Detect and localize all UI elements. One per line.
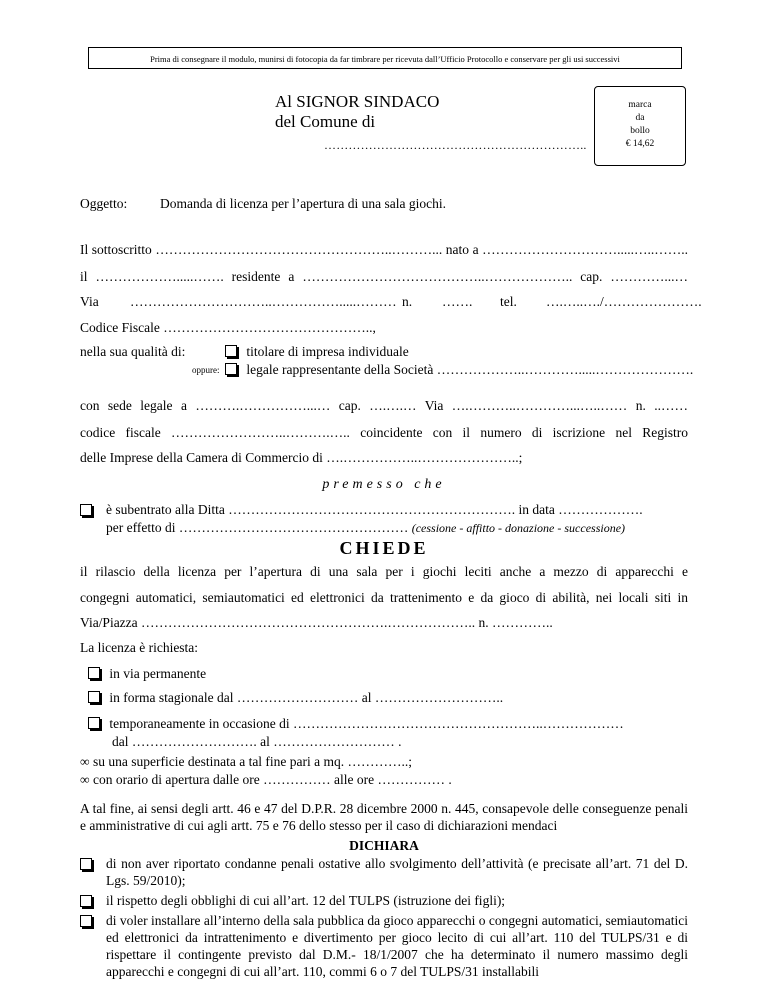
checkbox[interactable] <box>88 717 100 729</box>
option-stagionale[interactable] <box>88 690 503 706</box>
rilascio-line2: congegni automatici, semiautomatici ed elettronici da trattenimento e da gioco di abilità, nei locali siti in <box>80 590 688 605</box>
chiede-heading: CHIEDE <box>339 538 429 558</box>
effetto-options: (cessione - affitto - donazione - successione) <box>411 521 626 535</box>
tel-label: tel. <box>500 294 517 309</box>
qualita-label: nella sua qualità di: <box>80 344 186 359</box>
option-permanente-label: in via permanente <box>109 666 207 681</box>
checkbox[interactable] <box>225 345 237 357</box>
stamp-line: marca <box>628 100 652 110</box>
checkbox[interactable] <box>80 895 92 907</box>
oppure-label: oppure: <box>192 365 220 375</box>
option-temporanea-label: temporaneamente in occasione di ………………………………………………..……………… <box>109 716 624 731</box>
dich-checkbox-1[interactable] <box>80 857 98 873</box>
nato-il-line[interactable]: il ……………….....……. residente a …………………………………..……………….. cap. …………...… <box>80 269 688 284</box>
oggetto-label: Oggetto: <box>80 196 128 211</box>
checkbox[interactable] <box>80 858 92 870</box>
rilascio-line3[interactable]: Via/Piazza ……………………………………………….……………….. n. ………….. <box>80 615 553 630</box>
orario-line[interactable]: ∞ con orario di apertura dalle ore …………… alle ore …………… . <box>80 772 452 787</box>
checkbox[interactable] <box>88 691 100 703</box>
registro-line[interactable]: delle Imprese della Camera di Commercio di ….……………..…………………..; <box>80 450 523 465</box>
option-stagionale-label: in forma stagionale dal ……………………… al ……………………….. <box>109 690 504 705</box>
subentrato-checkbox[interactable] <box>80 503 98 519</box>
codice-fiscale-line[interactable]: Codice Fiscale ……………………………………….., <box>80 320 376 335</box>
via-label: Via <box>80 294 99 309</box>
addressee-line2: del Comune di <box>275 112 376 131</box>
superficie-line[interactable]: ∞ su una superficie destinata a tal fine pari a mq. …………..; <box>80 754 413 769</box>
effetto-field[interactable]: per effetto di …………………………………………… <box>106 520 409 535</box>
notice-box: Prima di consegnare il modulo, munirsi di fotocopia da far timbrare per ricevuta dall’Ufficio Protocollo e conservare per gli usi successivi <box>88 47 682 69</box>
subentrato-line1[interactable]: è subentrato alla Ditta ………………………………………………………. in data ………………. <box>106 502 643 517</box>
addressee-line1: Al SIGNOR SINDACO <box>275 92 440 111</box>
option-titolare[interactable] <box>225 344 409 360</box>
subentrato-line2[interactable] <box>106 520 625 536</box>
option-legale-label: legale rappresentante della Società ………………..………….....…………………. <box>246 362 694 377</box>
option-legale[interactable] <box>225 362 693 378</box>
dich-item-3: di voler installare all’interno della sala pubblica da gioco apparecchi o congegni automatici, semiautomatici ed elettronici da intrattenimento e divertimento per gioco lecito di cui all’art. 110 del TULPS/31 e di rispettare il contingente previsto dal D.M.- 18/1/2007 che ha determinato il numero massimo degli apparecchi e congegni di cui all’art. 110, commi 6 o 7 del TULPS/31 installabili <box>106 913 688 979</box>
dich-item-2: il rispetto degli obblighi di cui all’art. 12 del TULPS (istruzione dei figli); <box>106 893 506 908</box>
dich-checkbox-2[interactable] <box>80 894 98 910</box>
oggetto-text: Domanda di licenza per l’apertura di una sala giochi. <box>160 196 447 211</box>
revenue-stamp-box <box>594 86 686 166</box>
dich-item-1: di non aver riportato condanne penali ostative allo svolgimento dell’attività (e precisate all’art. 71 del D. Lgs. 59/2010); <box>106 856 688 888</box>
dichiara-heading: DICHIARA <box>349 838 419 853</box>
via-field[interactable]: …………………………..…………….....……… <box>130 294 397 309</box>
premesso-heading: premesso che <box>322 477 446 492</box>
checkbox[interactable] <box>80 504 92 516</box>
checkbox[interactable] <box>88 667 100 679</box>
stamp-amount: € 14,62 <box>625 139 655 149</box>
stamp-line: da <box>635 113 645 123</box>
fine-paragraph: A tal fine, ai sensi degli artt. 46 e 47 del D.P.R. 28 dicembre 2000 n. 445, consapevole delle conseguenze penali e amministrative di cui agli artt. 75 e 76 dello stesso per il caso di dichiarazioni mendaci <box>80 801 688 833</box>
codice-fiscale2-line[interactable]: codice fiscale ……………………..……….….. coincidente con il numero di iscrizione nel Registro <box>80 425 688 440</box>
option-titolare-label: titolare di impresa individuale <box>246 344 409 359</box>
licenza-label: La licenza è richiesta: <box>80 640 199 655</box>
option-permanente[interactable] <box>88 666 206 682</box>
checkbox[interactable] <box>80 915 92 927</box>
n-field[interactable]: ……. <box>442 294 473 309</box>
sede-legale-line[interactable]: con sede legale a ……….……………...… cap. ….….… Via ….………..…………...…..…… n. ..…… <box>80 398 688 413</box>
stamp-line: bollo <box>630 126 650 136</box>
checkbox[interactable] <box>225 363 237 375</box>
comune-field[interactable]: ……………………………………………………….. <box>324 138 587 152</box>
dich-checkbox-3[interactable] <box>80 914 98 930</box>
tel-field[interactable]: ….…..…./…………………. <box>546 294 702 309</box>
sottoscritto-line[interactable]: Il sottoscritto ……………………………………………..………... nato a ………………………….....…..…….. <box>80 242 688 257</box>
temporanea-dates[interactable]: dal ………………………. al ……………………… . <box>112 734 402 749</box>
rilascio-line1: il rilascio della licenza per l’apertura di una sala per i giochi leciti anche a mezzo di apparecchi e <box>80 564 688 579</box>
option-temporanea[interactable] <box>88 716 624 732</box>
n-label: n. <box>402 294 413 309</box>
